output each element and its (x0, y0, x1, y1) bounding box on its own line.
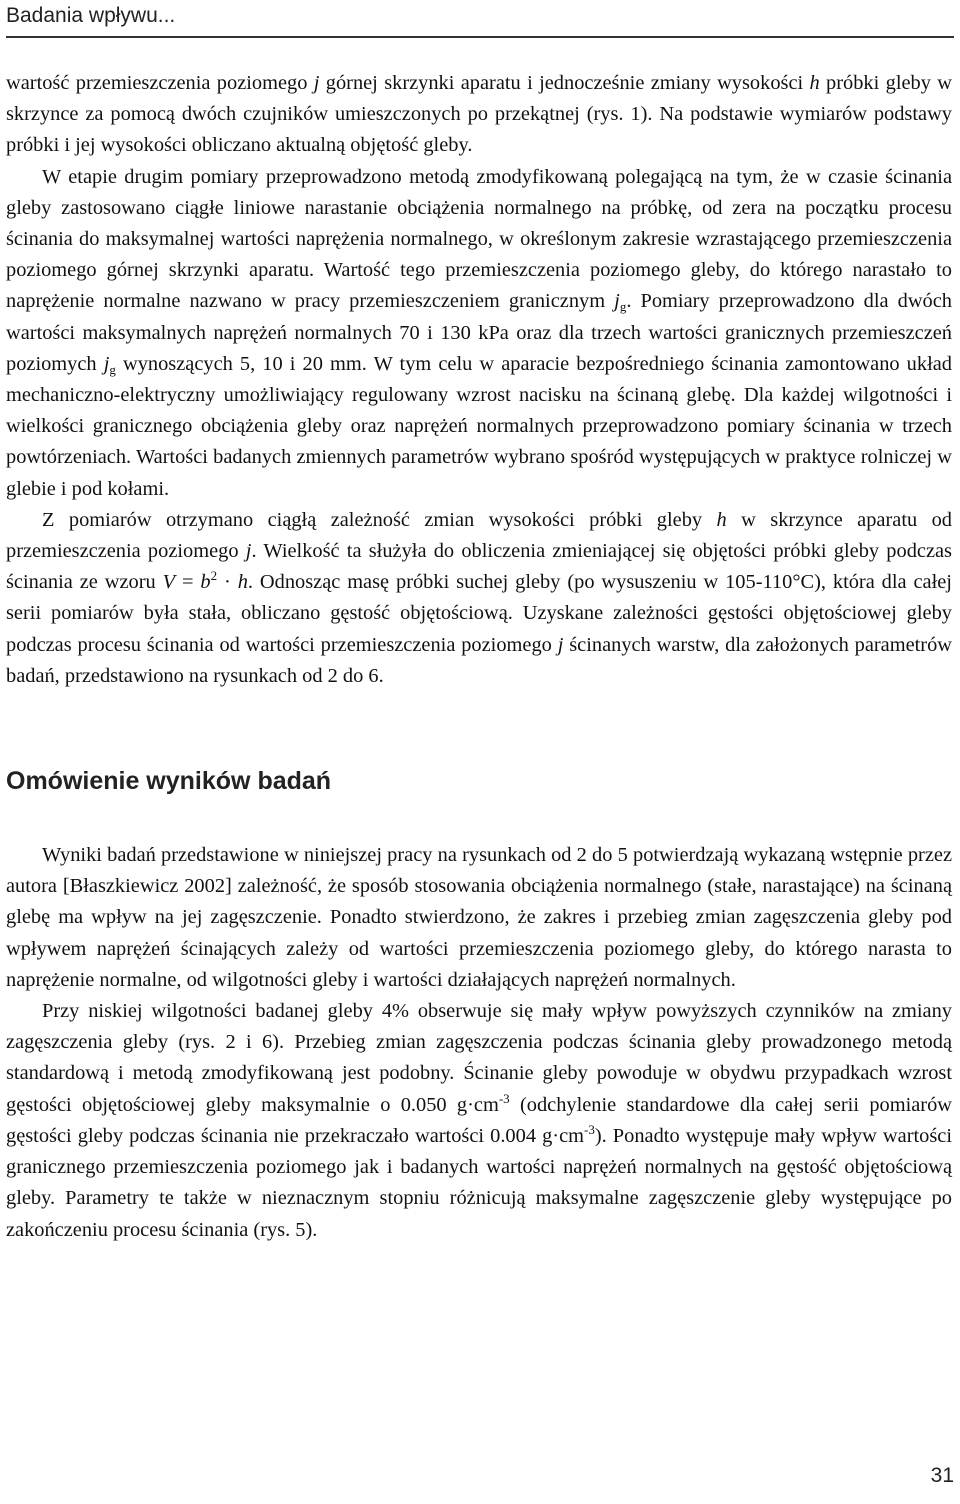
p1-text-c: próbki gleby w skrzynce za pomocą dwóch czujników umieszczonych po przekątnej (rys. 1). Na podstawie wymiarów podstawy próbki i jej wysokości obliczano aktualną objętość gleby. (6, 72, 952, 157)
symbol-j: j (614, 290, 620, 313)
p3-text-b: w skrzynce aparatu od przemieszczenia poziomego (6, 508, 952, 563)
paragraph-3 (6, 505, 952, 692)
formula-exponent: 2 (210, 568, 218, 584)
p5-text-c: ). Ponadto występuje mały wpływ wartości granicznego przemieszczenia poziomego jak i badanych wartości naprężeń normalnych na gęstość objętościową gleby. Parametry te także w nieznacznym stopniu różnicują maksymalne zagęszczenie gleby występujące po zakończeniu procesu ścinania (rys. 5). (6, 1124, 952, 1241)
p2-text-b: . Pomiary przeprowadzono dla dwóch wartości maksymalnych naprężeń normalnych 70 i 130 kPa oraz dla trzech wartości granicznych przemieszczeń poziomych (6, 290, 952, 375)
superscript-minus3: -3 (584, 1121, 595, 1137)
p5-text-a: Przy niskiej wilgotności badanej gleby 4% obserwuje się mały wpływ powyższych czynników na zmiany zagęszczenia gleby (rys. 2 i 6). Przebieg zmian zagęszczenia podczas ścinania gleby prowadzonego metodą standardową i metodą zmodyfikowaną jest podobny. Ścinanie gleby powoduje w obydwu przypadkach wzrost gęstości objętościowej gleby maksymalnie o 0.050 g·cm (6, 1000, 952, 1116)
superscript-minus3: -3 (498, 1090, 510, 1106)
article-body (6, 68, 952, 1246)
formula-b: b (200, 571, 211, 594)
symbol-h: h (716, 508, 727, 531)
p5-text-b: (odchylenie standardowe dla całej serii pomiarów gęstości gleby podczas ścinania nie przekraczało wartości 0.004 g·cm (6, 1093, 952, 1147)
page-number: 31 (930, 1464, 954, 1487)
header-rule (6, 36, 954, 38)
formula-dot: · (217, 571, 238, 594)
symbol-j: j (245, 540, 252, 563)
p1-text-b: górnej skrzynki aparatu i jednocześnie zmiany wysokości (319, 72, 810, 94)
p3-text-d: . Odnosząc masę próbki suchej gleby (po wysuszeniu w 105-110°C), która dla całej serii pomiarów była stała, obliczano gęstość objętościową. Uzyskane zależności gęstości objętościowej gleby podczas procesu ścinania od wartości przemieszczenia poziomego (6, 571, 952, 656)
p2-text-a: W etapie drugim pomiary przeprowadzono metodą zmodyfikowaną polegającą na tym, że w czasie ścinania gleby zastosowano ciągłe liniowe narastanie obciążenia normalnego na próbkę, od zera na początku procesu ścinania do maksymalnej wartości naprężenia normalnego, w określonym zakresie wzrastającego przemieszczenia poziomego górnej skrzynki aparatu. Wartość tego przemieszczenia poziomego gleby, do którego narastało to naprężenie normalne nazwano w pracy przemieszczeniem granicznym (6, 165, 952, 313)
formula-equals: = (175, 571, 201, 594)
subscript-g: g (109, 361, 116, 377)
symbol-j: j (557, 633, 564, 656)
p2-text-c: wynoszących 5, 10 i 20 mm. W tym celu w aparacie bezpośredniego ścinania zamontowano układ mechaniczno-elektryczny umożliwiający regulowany wzrost nacisku na ścinaną glebę. Dla każdej wilgotności i wielkości granicznego obciążenia gleby oraz naprężeń normalnych przeprowadzono pomiary ścinania w trzech powtórzeniach. Wartości badanych zmiennych parametrów wybrano spośród występujących w praktyce rolniczej w glebie i pod kołami. (6, 352, 952, 500)
section-heading: Omówienie wyników badań (6, 767, 332, 796)
paragraph-4 (6, 840, 952, 996)
p1-text-a: wartość przemieszczenia poziomego (6, 72, 314, 94)
formula-v: V (162, 571, 176, 594)
running-header: Badania wpływu... (6, 4, 176, 27)
paragraph-1 (6, 68, 952, 162)
formula-h: h (237, 571, 248, 594)
p4-text-a: Wyniki badań przedstawione w niniejszej pracy na rysunkach od 2 do 5 potwierdzają wykazaną wstępnie przez autora [Błaszkiewicz 2002] zależność, że sposób stosowania obciążenia normalnego (stałe, narastające) na ścinaną glebę ma wpływ na jej zagęszczenie. Ponadto stwierdzono, że zakres i przebieg zmian zagęszczenia gleby pod wpływem naprężeń ścinających zależy od wartości przemieszczenia poziomego gleby, do którego narasta to naprężenie normalne, od wilgotności gleby i wartości działających naprężeń normalnych. (6, 844, 952, 991)
p3-text-e: ścinanych warstw, dla założonych parametrów badań, przedstawiono na rysunkach od 2 do 6. (6, 633, 952, 687)
p3-text-a: Z pomiarów otrzymano ciągłą zależność zmian wysokości próbki gleby (42, 508, 717, 531)
symbol-j: j (313, 72, 320, 94)
paragraph-2 (6, 162, 952, 505)
paragraph-5 (6, 996, 952, 1246)
symbol-h: h (809, 72, 820, 94)
symbol-j: j (103, 352, 110, 375)
subscript-g: g (619, 299, 627, 315)
p3-text-c: . Wielkość ta służyła do obliczenia zmieniającej się objętości próbki gleby podczas ścinania ze wzoru (6, 540, 952, 594)
